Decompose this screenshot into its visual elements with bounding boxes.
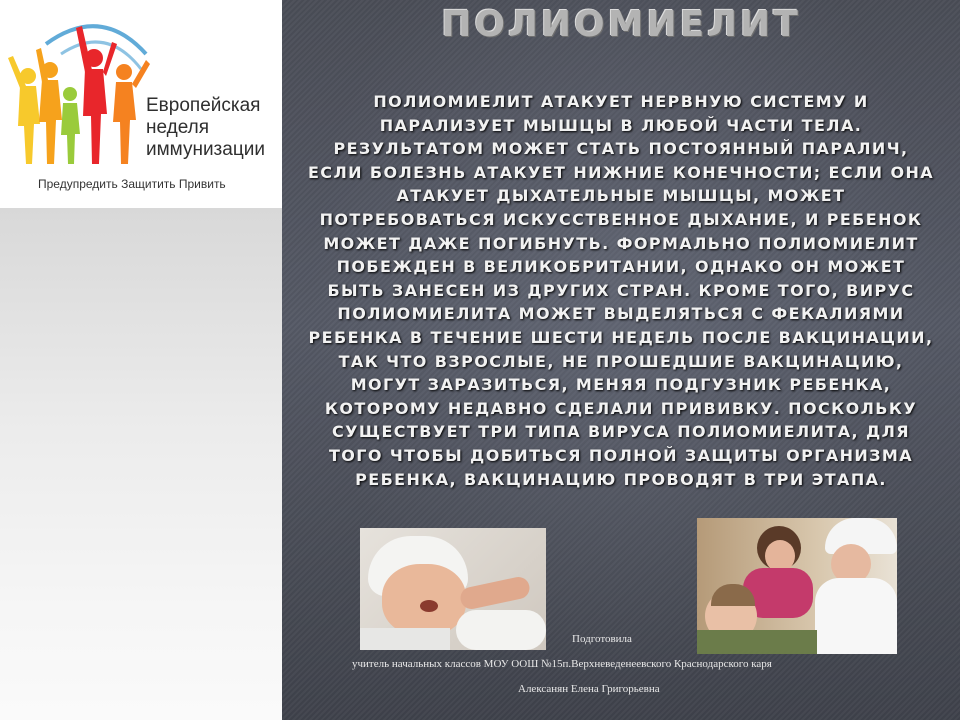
people-figures-logo-icon [6,14,156,174]
child-oral-vaccine-photo [360,528,546,650]
credit-author-name: Алексанян Елена Григорьевна [518,683,660,695]
logo-text-line-3: иммунизации [146,139,265,160]
credit-prepared-by: Подготовила [572,633,632,645]
logo-text-line-2: неделя [146,117,210,138]
logo-text-line-1: Европейская [146,95,261,116]
slide-body-text: ПОЛИОМИЕЛИТ АТАКУЕТ НЕРВНУЮ СИСТЕМУ И ПАРАЛИЗУЕТ МЫШЦЫ В ЛЮБОЙ ЧАСТИ ТЕЛА. РЕЗУЛЬТАТОМ МОЖЕТ СТАТЬ ПОСТОЯННЫЙ ПАРАЛИЧ, ЕСЛИ БОЛЕЗНЬ АТАКУЕТ НИЖНИЕ КОНЕЧНОСТИ; ЕСЛИ ОНА АТАКУЕТ ДЫХАТЕЛЬНЫЕ МЫШЦЫ, МОЖЕТ ПОТРЕБОВАТЬСЯ ИСКУССТВЕННОЕ ДЫХАНИЕ, И РЕБЕНОК МОЖЕТ ДАЖЕ ПОГИБНУТЬ. ФОРМАЛЬНО ПОЛИОМИЕЛИТ ПОБЕЖДЕН В ВЕЛИКОБРИТАНИИ, ОДНАКО ОН МОЖЕТ БЫТЬ ЗАНЕСЕН ИЗ ДРУГИХ СТРАН. КРОМЕ ТОГО, ВИРУС ПОЛИОМИЕЛИТА МОЖЕТ ВЫДЕЛЯТЬСЯ С ФЕКАЛИЯМИ РЕБЕНКА В ТЕЧЕНИЕ ШЕСТИ НЕДЕЛЬ ПОСЛЕ ВАКЦИНАЦИИ, ТАК ЧТО ВЗРОСЛЫЕ, НЕ ПРОШЕДШИЕ ВАКЦИНАЦИЮ, МОГУТ ЗАРАЗИТЬСЯ, МЕНЯЯ ПОДГУЗНИК РЕБЕНКА, КОТОРОМУ НЕДАВНО СДЕЛАЛИ ПРИВИВКУ. ПОСКОЛЬКУ СУЩЕСТВУЕТ ТРИ ТИПА ВИРУСА ПОЛИОМИЕЛИТА, ДЛЯ ТОГО ЧТОБЫ ДОБИТЬСЯ ПОЛНОЙ ЗАЩИТЫ ОРГАНИЗМА РЕБЕНКА, ВАКЦИНАЦИЮ ПРОВОДЯТ В ТРИ ЭТАПА. [307,92,935,489]
nurse-child-vaccination-photo [697,518,897,654]
slide-content-panel [282,0,960,720]
logo-slogan: Предупредить Защитить Привить [38,177,226,191]
slide-title: ПОЛИОМИЕЛИТ [441,4,801,45]
credit-author-position: учитель начальных классов МОУ ООШ №15п.Верхневеденеевского Краснодарского каря [352,658,772,670]
immunization-week-logo [0,0,282,208]
